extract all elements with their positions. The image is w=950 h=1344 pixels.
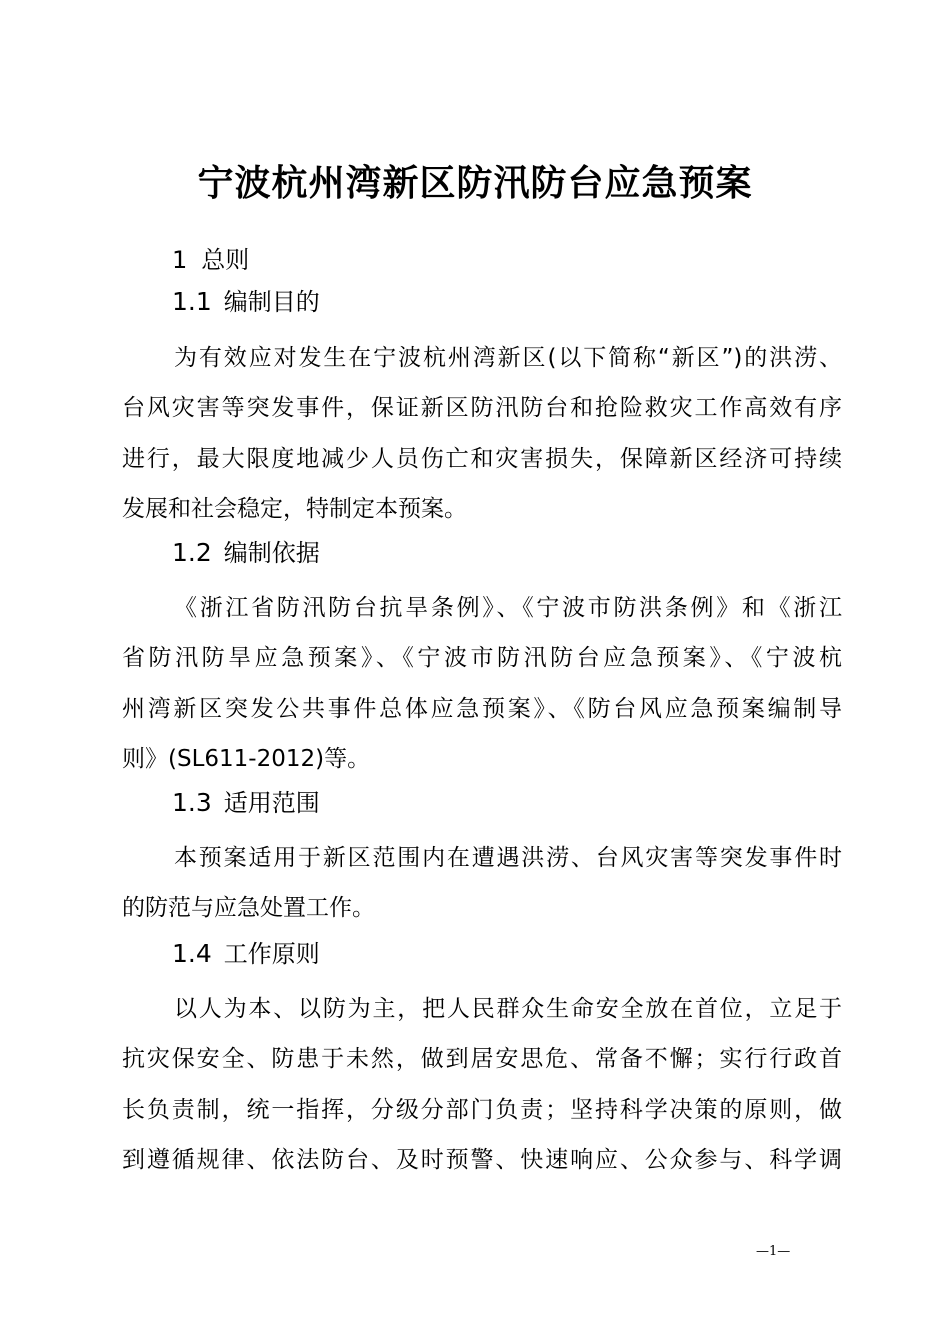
paragraph-line: 的防范与应急处置工作。 <box>122 895 375 922</box>
page-number: —1— <box>756 1244 791 1259</box>
section-label: 编制依据 <box>223 539 320 567</box>
paragraph-line: 抗灾保安全、防患于未然，做到居安思危、常备不懈；实行行政首 <box>122 1046 842 1073</box>
paragraph-line: 进行，最大限度地减少人员伤亡和灾害损失，保障新区经济可持续 <box>122 445 842 472</box>
paragraph-line: 到遵循规律、依法防台、及时预警、快速响应、公众参与、科学调 <box>122 1147 842 1174</box>
section-number: 1.2 <box>172 538 212 567</box>
section-heading-1-3 <box>172 786 320 820</box>
paragraph-line: 《浙江省防汛防台抗旱条例》、《宁波市防洪条例》和《浙江 <box>174 595 842 621</box>
section-heading-1-2 <box>172 536 320 570</box>
paragraph-principles <box>122 984 842 1186</box>
paragraph-line: 为有效应对发生在宁波杭州湾新区(以下简称“新区”)的洪涝、 <box>174 345 842 371</box>
paragraph-line: 本预案适用于新区范围内在遭遇洪涝、台风灾害等突发事件时 <box>174 845 842 871</box>
section-label: 工作原则 <box>223 940 320 968</box>
section-heading-1-4 <box>172 937 320 971</box>
paragraph-basis <box>122 583 842 785</box>
paragraph-line: 台风灾害等突发事件，保证新区防汛防台和抢险救灾工作高效有序 <box>122 395 842 422</box>
paragraph-line: 以人为本、以防为主，把人民群众生命安全放在首位，立足于 <box>174 996 842 1022</box>
section-number: 1 <box>172 246 188 274</box>
paragraph-line: 发展和社会稳定，特制定本预案。 <box>122 496 467 523</box>
paragraph-purpose <box>122 333 842 535</box>
paragraph-line: 则》(SL611-2012)等。 <box>122 746 371 773</box>
section-number: 1.1 <box>172 287 212 316</box>
section-number: 1.3 <box>172 788 212 817</box>
section-label: 适用范围 <box>223 789 320 817</box>
section-number: 1.4 <box>172 939 212 968</box>
paragraph-line: 长负责制，统一指挥，分级分部门负责；坚持科学决策的原则，做 <box>122 1096 842 1123</box>
section-heading-1 <box>172 243 249 277</box>
section-label: 编制目的 <box>223 288 320 316</box>
section-label: 总则 <box>201 246 250 274</box>
paragraph-line: 省防汛防旱应急预案》、《宁波市防汛防台应急预案》、《宁波杭 <box>122 645 842 672</box>
paragraph-scope <box>122 833 842 934</box>
document-title: 宁波杭州湾新区防汛防台应急预案 <box>197 163 753 204</box>
paragraph-line: 州湾新区突发公共事件总体应急预案》、《防台风应急预案编制导 <box>122 695 842 722</box>
section-heading-1-1 <box>172 285 320 319</box>
